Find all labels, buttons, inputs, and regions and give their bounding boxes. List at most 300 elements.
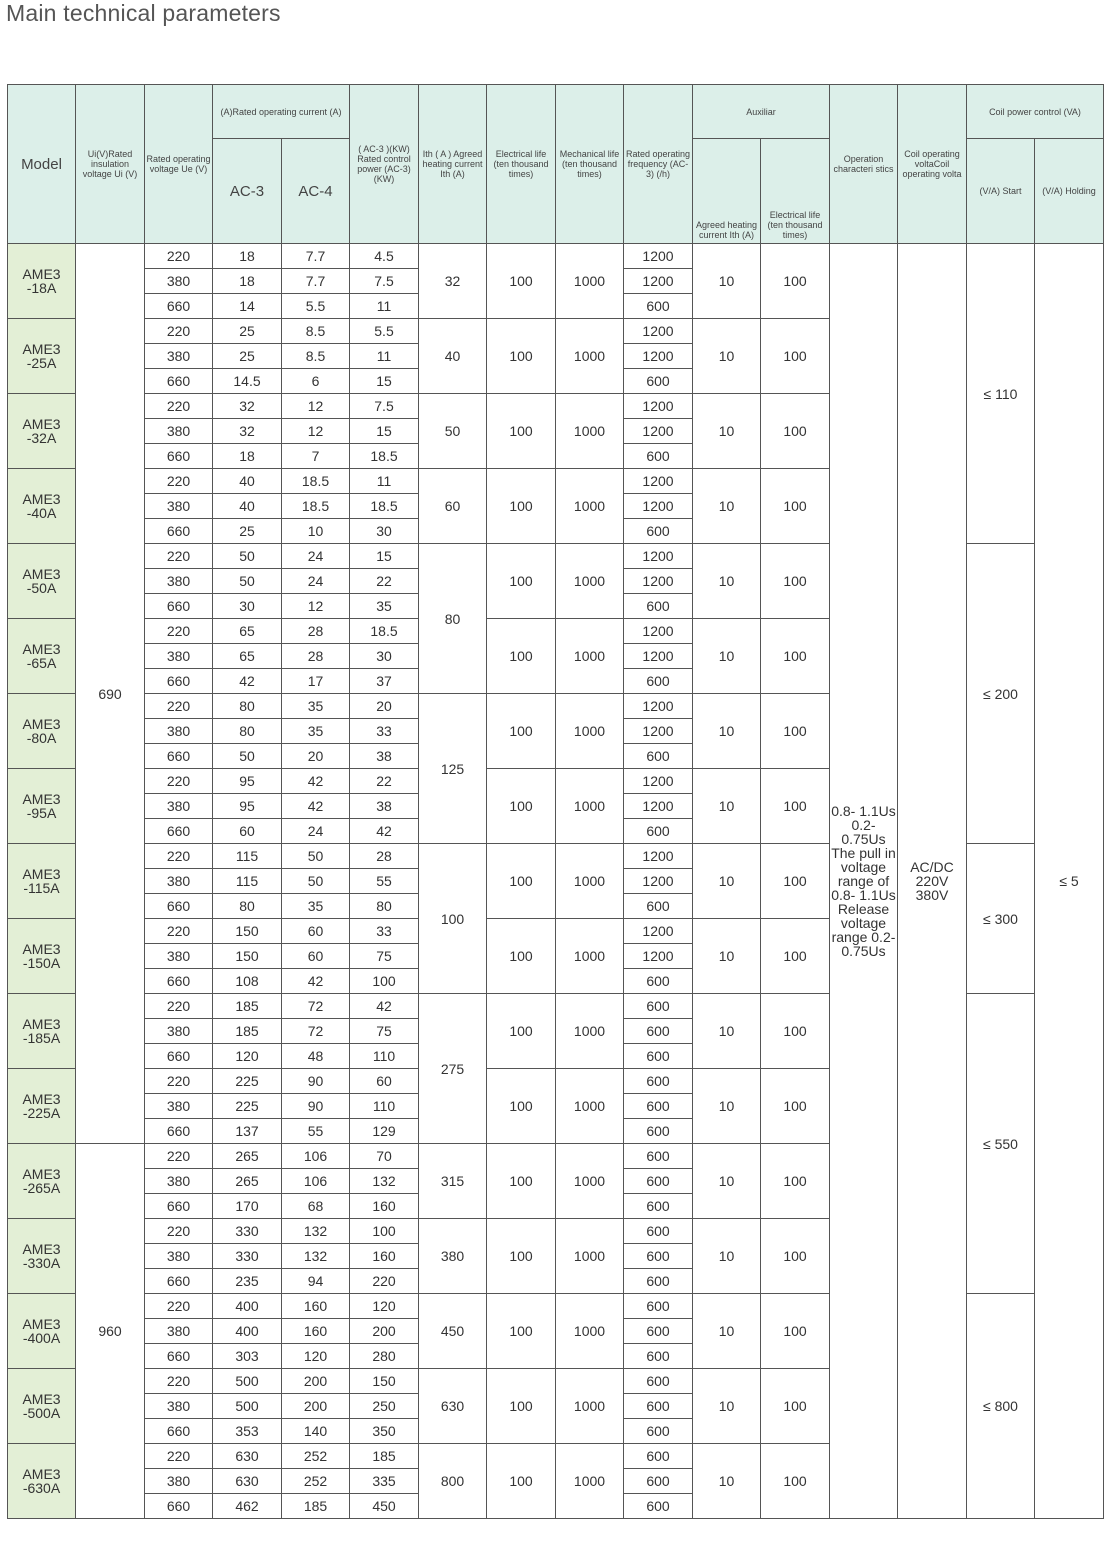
operating-frequency-value: 600 <box>624 519 693 544</box>
control-power-value: 42 <box>350 819 419 844</box>
ac3-current-value: 330 <box>213 1244 282 1269</box>
operating-frequency-value: 1200 <box>624 494 693 519</box>
control-power-value: 30 <box>350 519 419 544</box>
mechanical-life-value: 1000 <box>556 844 624 919</box>
heating-current-value: 40 <box>419 319 487 394</box>
aux-electrical-life-value: 100 <box>761 544 830 619</box>
control-power-value: 160 <box>350 1194 419 1219</box>
model-name: AME3 -185A <box>8 994 76 1069</box>
model-name: AME3 -65A <box>8 619 76 694</box>
model-name: AME3 -32A <box>8 394 76 469</box>
operating-frequency-value: 1200 <box>624 419 693 444</box>
start-power-value: ≤ 110 <box>967 244 1035 544</box>
model-name: AME3 -150A <box>8 919 76 994</box>
aux-heating-current-value: 10 <box>693 769 761 844</box>
ac4-current-value: 8.5 <box>282 319 350 344</box>
header-holding: (V/A) Holding <box>1035 139 1104 244</box>
operating-voltage-value: 660 <box>145 969 213 994</box>
operating-voltage-value: 660 <box>145 1269 213 1294</box>
control-power-value: 20 <box>350 694 419 719</box>
operating-voltage-value: 220 <box>145 1144 213 1169</box>
ac4-current-value: 7 <box>282 444 350 469</box>
operating-voltage-value: 220 <box>145 469 213 494</box>
aux-heating-current-value: 10 <box>693 319 761 394</box>
operating-frequency-value: 1200 <box>624 944 693 969</box>
operating-frequency-value: 1200 <box>624 469 693 494</box>
control-power-value: 70 <box>350 1144 419 1169</box>
operating-frequency-value: 600 <box>624 1444 693 1469</box>
ac4-current-value: 72 <box>282 994 350 1019</box>
ac4-current-value: 42 <box>282 769 350 794</box>
ac4-current-value: 200 <box>282 1369 350 1394</box>
header-coil-power-group: Coil power control (VA) <box>967 85 1104 139</box>
model-name: AME3 -95A <box>8 769 76 844</box>
ac4-current-value: 20 <box>282 744 350 769</box>
ac4-current-value: 28 <box>282 644 350 669</box>
electrical-life-value: 100 <box>487 694 556 769</box>
aux-electrical-life-value: 100 <box>761 1144 830 1219</box>
control-power-value: 22 <box>350 769 419 794</box>
control-power-value: 18.5 <box>350 619 419 644</box>
insulation-voltage-value: 960 <box>76 1144 145 1519</box>
ac3-current-value: 185 <box>213 994 282 1019</box>
operating-frequency-value: 600 <box>624 744 693 769</box>
ac4-current-value: 35 <box>282 719 350 744</box>
ac4-current-value: 252 <box>282 1444 350 1469</box>
control-power-value: 35 <box>350 594 419 619</box>
ac4-current-value: 60 <box>282 944 350 969</box>
operating-voltage-value: 660 <box>145 669 213 694</box>
header-insulation-voltage: Ui(V)Rated insulation voltage Ui (V) <box>76 85 145 244</box>
electrical-life-value: 100 <box>487 1294 556 1369</box>
control-power-value: 18.5 <box>350 444 419 469</box>
electrical-life-value: 100 <box>487 1444 556 1519</box>
operating-frequency-value: 1200 <box>624 694 693 719</box>
ac3-current-value: 120 <box>213 1044 282 1069</box>
ac3-current-value: 108 <box>213 969 282 994</box>
ac3-current-value: 185 <box>213 1019 282 1044</box>
operating-voltage-value: 380 <box>145 1094 213 1119</box>
operating-voltage-value: 220 <box>145 694 213 719</box>
ac3-current-value: 353 <box>213 1419 282 1444</box>
operating-voltage-value: 380 <box>145 494 213 519</box>
electrical-life-value: 100 <box>487 394 556 469</box>
aux-electrical-life-value: 100 <box>761 619 830 694</box>
header-aux-electrical-life: Electrical life (ten thousand times) <box>761 139 830 244</box>
ac3-current-value: 95 <box>213 794 282 819</box>
control-power-value: 100 <box>350 969 419 994</box>
control-power-value: 185 <box>350 1444 419 1469</box>
header-coil-voltage: Coil operating voltaCoil operating volta <box>898 85 967 244</box>
operating-voltage-value: 220 <box>145 919 213 944</box>
ac3-current-value: 14 <box>213 294 282 319</box>
ac4-current-value: 252 <box>282 1469 350 1494</box>
operating-voltage-value: 380 <box>145 269 213 294</box>
operating-frequency-value: 600 <box>624 1069 693 1094</box>
ac3-current-value: 42 <box>213 669 282 694</box>
operating-voltage-value: 380 <box>145 1469 213 1494</box>
operating-voltage-value: 220 <box>145 1219 213 1244</box>
ac3-current-value: 40 <box>213 494 282 519</box>
operating-voltage-value: 380 <box>145 419 213 444</box>
operating-frequency-value: 1200 <box>624 644 693 669</box>
operating-frequency-value: 600 <box>624 1244 693 1269</box>
control-power-value: 7.5 <box>350 394 419 419</box>
operating-voltage-value: 660 <box>145 1194 213 1219</box>
ac4-current-value: 48 <box>282 1044 350 1069</box>
heating-current-value: 100 <box>419 844 487 994</box>
header-auxiliary-group: Auxiliar <box>693 85 830 139</box>
operating-frequency-value: 600 <box>624 1469 693 1494</box>
operating-frequency-value: 600 <box>624 1169 693 1194</box>
ac4-current-value: 106 <box>282 1169 350 1194</box>
ac4-current-value: 6 <box>282 369 350 394</box>
ac3-current-value: 50 <box>213 544 282 569</box>
ac3-current-value: 630 <box>213 1469 282 1494</box>
header-start: (V/A) Start <box>967 139 1035 244</box>
control-power-value: 30 <box>350 644 419 669</box>
header-operation-characteristics: Operation characteri stics <box>830 85 898 244</box>
operating-frequency-value: 600 <box>624 1344 693 1369</box>
holding-power-value: ≤ 5 <box>1035 244 1104 1519</box>
operating-voltage-value: 660 <box>145 894 213 919</box>
ac3-current-value: 500 <box>213 1369 282 1394</box>
ac3-current-value: 115 <box>213 844 282 869</box>
aux-electrical-life-value: 100 <box>761 1294 830 1369</box>
operating-voltage-value: 380 <box>145 569 213 594</box>
mechanical-life-value: 1000 <box>556 394 624 469</box>
header-heating-current: Ith ( A ) Agreed heating current Ith (A) <box>419 85 487 244</box>
operating-voltage-value: 660 <box>145 1494 213 1519</box>
model-name: AME3 -330A <box>8 1219 76 1294</box>
model-name: AME3 -80A <box>8 694 76 769</box>
ac3-current-value: 32 <box>213 394 282 419</box>
aux-electrical-life-value: 100 <box>761 1444 830 1519</box>
ac3-current-value: 303 <box>213 1344 282 1369</box>
ac4-current-value: 24 <box>282 819 350 844</box>
operating-voltage-value: 220 <box>145 244 213 269</box>
heating-current-value: 50 <box>419 394 487 469</box>
operating-frequency-value: 600 <box>624 1419 693 1444</box>
ac3-current-value: 14.5 <box>213 369 282 394</box>
operating-frequency-value: 600 <box>624 444 693 469</box>
ac3-current-value: 225 <box>213 1094 282 1119</box>
mechanical-life-value: 1000 <box>556 619 624 694</box>
operating-voltage-value: 660 <box>145 294 213 319</box>
ac3-current-value: 60 <box>213 819 282 844</box>
operating-frequency-value: 1200 <box>624 544 693 569</box>
ac3-current-value: 265 <box>213 1144 282 1169</box>
ac3-current-value: 150 <box>213 919 282 944</box>
operating-voltage-value: 220 <box>145 544 213 569</box>
electrical-life-value: 100 <box>487 1219 556 1294</box>
aux-heating-current-value: 10 <box>693 1069 761 1144</box>
ac4-current-value: 35 <box>282 694 350 719</box>
ac4-current-value: 42 <box>282 969 350 994</box>
heating-current-value: 315 <box>419 1144 487 1219</box>
ac3-current-value: 115 <box>213 869 282 894</box>
table-header <box>8 85 1104 244</box>
aux-electrical-life-value: 100 <box>761 244 830 319</box>
operating-frequency-value: 1200 <box>624 794 693 819</box>
ac4-current-value: 132 <box>282 1244 350 1269</box>
model-name: AME3 -40A <box>8 469 76 544</box>
mechanical-life-value: 1000 <box>556 769 624 844</box>
ac4-current-value: 35 <box>282 894 350 919</box>
ac4-current-value: 72 <box>282 1019 350 1044</box>
operating-voltage-value: 220 <box>145 769 213 794</box>
insulation-voltage-value: 690 <box>76 244 145 1144</box>
aux-electrical-life-value: 100 <box>761 919 830 994</box>
operating-voltage-value: 220 <box>145 844 213 869</box>
operating-frequency-value: 600 <box>624 1194 693 1219</box>
ac3-current-value: 18 <box>213 244 282 269</box>
ac3-current-value: 80 <box>213 719 282 744</box>
aux-electrical-life-value: 100 <box>761 1069 830 1144</box>
control-power-value: 75 <box>350 1019 419 1044</box>
operating-voltage-value: 380 <box>145 794 213 819</box>
operating-voltage-value: 380 <box>145 869 213 894</box>
operating-voltage-value: 660 <box>145 519 213 544</box>
control-power-value: 350 <box>350 1419 419 1444</box>
ac4-current-value: 94 <box>282 1269 350 1294</box>
operating-frequency-value: 600 <box>624 1494 693 1519</box>
ac4-current-value: 17 <box>282 669 350 694</box>
ac4-current-value: 60 <box>282 919 350 944</box>
aux-heating-current-value: 10 <box>693 1444 761 1519</box>
operating-voltage-value: 660 <box>145 594 213 619</box>
model-name: AME3 -400A <box>8 1294 76 1369</box>
ac3-current-value: 630 <box>213 1444 282 1469</box>
ac3-current-value: 170 <box>213 1194 282 1219</box>
header-electrical-life: Electrical life (ten thousand times) <box>487 85 556 244</box>
aux-heating-current-value: 10 <box>693 1219 761 1294</box>
ac3-current-value: 462 <box>213 1494 282 1519</box>
aux-heating-current-value: 10 <box>693 394 761 469</box>
ac3-current-value: 330 <box>213 1219 282 1244</box>
ac3-current-value: 225 <box>213 1069 282 1094</box>
operating-frequency-value: 600 <box>624 1019 693 1044</box>
mechanical-life-value: 1000 <box>556 1144 624 1219</box>
operating-voltage-value: 220 <box>145 1444 213 1469</box>
heating-current-value: 80 <box>419 544 487 694</box>
header-control-power: ( AC-3 )(KW) Rated control power (AC-3) (KW) <box>350 85 419 244</box>
control-power-value: 18.5 <box>350 494 419 519</box>
operating-voltage-value: 660 <box>145 369 213 394</box>
ac4-current-value: 12 <box>282 419 350 444</box>
mechanical-life-value: 1000 <box>556 1219 624 1294</box>
operating-voltage-value: 380 <box>145 344 213 369</box>
ac4-current-value: 7.7 <box>282 269 350 294</box>
operating-voltage-value: 380 <box>145 644 213 669</box>
control-power-value: 33 <box>350 919 419 944</box>
operating-voltage-value: 660 <box>145 819 213 844</box>
aux-electrical-life-value: 100 <box>761 694 830 769</box>
control-power-value: 250 <box>350 1394 419 1419</box>
control-power-value: 80 <box>350 894 419 919</box>
electrical-life-value: 100 <box>487 844 556 919</box>
mechanical-life-value: 1000 <box>556 1294 624 1369</box>
ac3-current-value: 25 <box>213 319 282 344</box>
ac4-current-value: 12 <box>282 394 350 419</box>
operating-voltage-value: 380 <box>145 1019 213 1044</box>
operating-voltage-value: 220 <box>145 1369 213 1394</box>
ac3-current-value: 500 <box>213 1394 282 1419</box>
header-operating-voltage: Rated operating voltage Ue (V) <box>145 85 213 244</box>
operating-voltage-value: 660 <box>145 1344 213 1369</box>
operating-voltage-value: 660 <box>145 1119 213 1144</box>
model-name: AME3 -500A <box>8 1369 76 1444</box>
heating-current-value: 450 <box>419 1294 487 1369</box>
control-power-value: 15 <box>350 369 419 394</box>
operating-frequency-value: 600 <box>624 969 693 994</box>
heating-current-value: 32 <box>419 244 487 319</box>
aux-electrical-life-value: 100 <box>761 394 830 469</box>
ac3-current-value: 50 <box>213 744 282 769</box>
aux-heating-current-value: 10 <box>693 619 761 694</box>
ac4-current-value: 12 <box>282 594 350 619</box>
ac3-current-value: 18 <box>213 444 282 469</box>
ac4-current-value: 185 <box>282 1494 350 1519</box>
control-power-value: 42 <box>350 994 419 1019</box>
operating-voltage-value: 380 <box>145 1319 213 1344</box>
aux-heating-current-value: 10 <box>693 244 761 319</box>
control-power-value: 100 <box>350 1219 419 1244</box>
operating-voltage-value: 380 <box>145 719 213 744</box>
control-power-value: 15 <box>350 419 419 444</box>
operating-frequency-value: 1200 <box>624 319 693 344</box>
control-power-value: 60 <box>350 1069 419 1094</box>
control-power-value: 132 <box>350 1169 419 1194</box>
parameters-table <box>7 84 1104 1519</box>
ac4-current-value: 24 <box>282 544 350 569</box>
aux-electrical-life-value: 100 <box>761 1219 830 1294</box>
model-name: AME3 -18A <box>8 244 76 319</box>
operating-voltage-value: 380 <box>145 1394 213 1419</box>
model-name: AME3 -630A <box>8 1444 76 1519</box>
ac3-current-value: 25 <box>213 344 282 369</box>
operating-frequency-value: 1200 <box>624 394 693 419</box>
operating-frequency-value: 1200 <box>624 919 693 944</box>
control-power-value: 110 <box>350 1044 419 1069</box>
mechanical-life-value: 1000 <box>556 319 624 394</box>
model-name: AME3 -25A <box>8 319 76 394</box>
control-power-value: 280 <box>350 1344 419 1369</box>
operating-frequency-value: 1200 <box>624 869 693 894</box>
operating-frequency-value: 600 <box>624 1294 693 1319</box>
operating-frequency-value: 1200 <box>624 244 693 269</box>
aux-electrical-life-value: 100 <box>761 844 830 919</box>
aux-electrical-life-value: 100 <box>761 994 830 1069</box>
mechanical-life-value: 1000 <box>556 994 624 1069</box>
control-power-value: 11 <box>350 469 419 494</box>
ac4-current-value: 106 <box>282 1144 350 1169</box>
model-name: AME3 -50A <box>8 544 76 619</box>
operating-frequency-value: 600 <box>624 1219 693 1244</box>
aux-heating-current-value: 10 <box>693 694 761 769</box>
control-power-value: 160 <box>350 1244 419 1269</box>
control-power-value: 15 <box>350 544 419 569</box>
ac3-current-value: 50 <box>213 569 282 594</box>
control-power-value: 37 <box>350 669 419 694</box>
operating-frequency-value: 1200 <box>624 269 693 294</box>
start-power-value: ≤ 550 <box>967 994 1035 1294</box>
operating-voltage-value: 220 <box>145 1069 213 1094</box>
ac3-current-value: 95 <box>213 769 282 794</box>
ac3-current-value: 40 <box>213 469 282 494</box>
operating-voltage-value: 380 <box>145 944 213 969</box>
ac4-current-value: 160 <box>282 1294 350 1319</box>
aux-heating-current-value: 10 <box>693 1144 761 1219</box>
aux-electrical-life-value: 100 <box>761 319 830 394</box>
aux-heating-current-value: 10 <box>693 469 761 544</box>
operating-frequency-value: 600 <box>624 1094 693 1119</box>
operating-voltage-value: 220 <box>145 619 213 644</box>
header-model: Model <box>8 85 76 244</box>
ac4-current-value: 18.5 <box>282 494 350 519</box>
control-power-value: 450 <box>350 1494 419 1519</box>
model-name: AME3 -115A <box>8 844 76 919</box>
ac4-current-value: 5.5 <box>282 294 350 319</box>
control-power-value: 7.5 <box>350 269 419 294</box>
control-power-value: 11 <box>350 294 419 319</box>
mechanical-life-value: 1000 <box>556 1069 624 1144</box>
ac3-current-value: 137 <box>213 1119 282 1144</box>
operating-voltage-value: 380 <box>145 1244 213 1269</box>
header-ac4: AC-4 <box>282 139 350 244</box>
ac3-current-value: 150 <box>213 944 282 969</box>
operating-frequency-value: 600 <box>624 1144 693 1169</box>
model-name: AME3 -225A <box>8 1069 76 1144</box>
mechanical-life-value: 1000 <box>556 1369 624 1444</box>
control-power-value: 38 <box>350 744 419 769</box>
ac3-current-value: 80 <box>213 894 282 919</box>
aux-electrical-life-value: 100 <box>761 1369 830 1444</box>
operating-frequency-value: 600 <box>624 1369 693 1394</box>
control-power-value: 4.5 <box>350 244 419 269</box>
operating-frequency-value: 1200 <box>624 719 693 744</box>
operating-frequency-value: 1200 <box>624 344 693 369</box>
electrical-life-value: 100 <box>487 1369 556 1444</box>
operating-frequency-value: 600 <box>624 1119 693 1144</box>
model-name: AME3 -265A <box>8 1144 76 1219</box>
mechanical-life-value: 1000 <box>556 694 624 769</box>
operating-voltage-value: 660 <box>145 444 213 469</box>
header-operating-frequency: Rated operating frequency (AC-3) (/h) <box>624 85 693 244</box>
control-power-value: 22 <box>350 569 419 594</box>
operating-frequency-value: 600 <box>624 369 693 394</box>
operating-voltage-value: 660 <box>145 1044 213 1069</box>
operating-frequency-value: 600 <box>624 294 693 319</box>
heating-current-value: 630 <box>419 1369 487 1444</box>
control-power-value: 38 <box>350 794 419 819</box>
electrical-life-value: 100 <box>487 544 556 619</box>
operating-voltage-value: 660 <box>145 1419 213 1444</box>
operating-frequency-value: 1200 <box>624 569 693 594</box>
operation-characteristics-note: 0.8- 1.1Us 0.2- 0.75Us The pull in voltage range of 0.8- 1.1Us Release voltage range 0.2- 0.75Us <box>830 244 898 1519</box>
control-power-value: 5.5 <box>350 319 419 344</box>
ac4-current-value: 200 <box>282 1394 350 1419</box>
electrical-life-value: 100 <box>487 769 556 844</box>
operating-frequency-value: 600 <box>624 1319 693 1344</box>
operating-voltage-value: 220 <box>145 1294 213 1319</box>
ac4-current-value: 24 <box>282 569 350 594</box>
header-aux-heating-current: Agreed heating current Ith (A) <box>693 139 761 244</box>
ac4-current-value: 18.5 <box>282 469 350 494</box>
control-power-value: 75 <box>350 944 419 969</box>
header-current-group: (A)Rated operating current (A) <box>213 85 350 139</box>
ac3-current-value: 25 <box>213 519 282 544</box>
